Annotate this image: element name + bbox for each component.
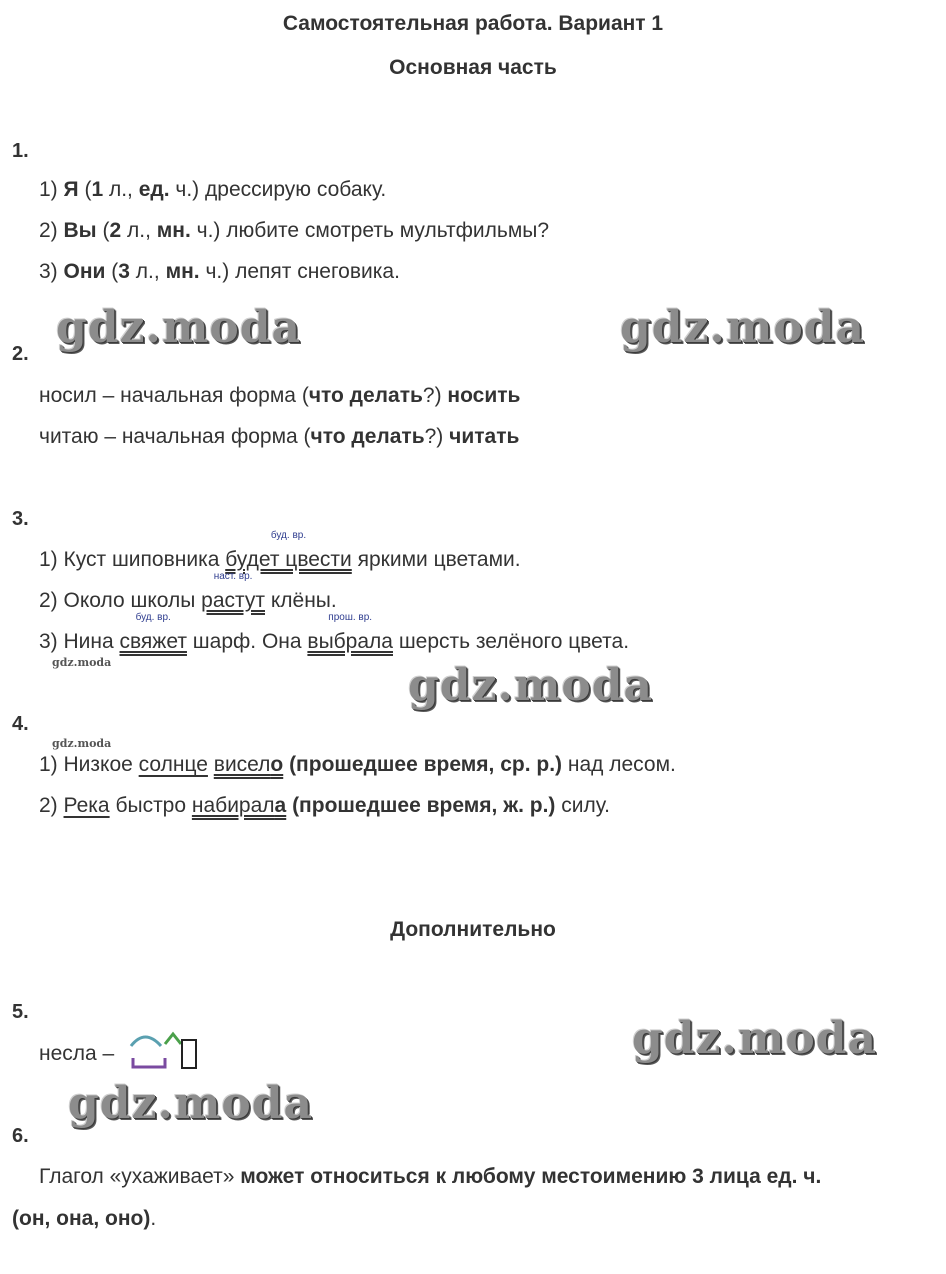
task2-line-2: читаю – начальная форма (что делать?) читать [39,425,520,448]
task1-line-1: 1) Я (1 л., ед. ч.) дрессирую собаку. [39,178,387,201]
task6-line-1: Глагол «ухаживает» может относиться к любому местоимению 3 лица ед. ч. [39,1165,822,1188]
watermark-small: gdz.moda [52,737,112,750]
predicate: свяжет [119,630,187,653]
task-number-2: 2. [12,343,29,365]
watermark-small: gdz.moda [52,656,112,669]
task6-line-2: (он, она, оно). [12,1207,157,1230]
ending-box-icon [182,1040,196,1068]
section-title-main: Основная часть [389,56,557,79]
subject: солнце [138,753,208,776]
task3-line-3: 3) Нина буд. вр. свяжет шарф. Она прош. вр. выбрала шерсть зелёного цвета. [39,612,630,653]
tense-annotation: буд. вр. [270,530,307,541]
page-title: Самостоятельная работа. Вариант 1 [282,12,664,35]
task3-line-2: 2) Около школы наст. вр. растут клёны. [39,571,337,612]
section-title-extra: Дополнительно [390,918,556,941]
tense-annotation: наст. вр. [213,571,253,582]
watermark-logo: gdz.moda [56,302,302,353]
task1-line-2: 2) Вы (2 л., мн. ч.) любите смотреть мультфильмы? [39,219,550,242]
watermark-logo: gdz.moda [68,1078,314,1129]
subject: Река [63,794,110,817]
task3-line-1: 1) Куст шиповника буд. вр. будет цвести яркими цветами. [39,530,521,571]
task4-line-2: 2) Река быстро набирала (прошедшее время, ж. р.) силу. [39,794,610,817]
task-number-5: 5. [12,1001,29,1023]
suffix-icon [165,1034,181,1044]
predicate: растут [201,589,265,612]
tense-annotation: буд. вр. [135,612,171,623]
morpheme-scheme-icon [127,1030,202,1072]
root-arc-icon [131,1037,161,1046]
task-number-6: 6. [12,1125,29,1147]
task-number-3: 3. [12,508,29,530]
watermark-logo: gdz.moda [620,302,866,353]
watermark-logo: gdz.moda [632,1013,878,1064]
ending-bracket-icon [133,1058,165,1067]
task-number-4: 4. [12,713,29,735]
task5-word: несла – [39,1042,115,1065]
predicate: выбрала [307,630,393,653]
predicate: будет цвести [225,548,352,571]
task2-line-1: носил – начальная форма (что делать?) носить [39,384,521,407]
task-number-1: 1. [12,140,29,162]
watermark-logo: gdz.moda [408,660,654,711]
task4-line-1: 1) Низкое солнце висело (прошедшее время, ср. р.) над лесом. [39,753,676,776]
task1-line-3: 3) Они (3 л., мн. ч.) лепят снеговика. [39,260,400,283]
tense-annotation: прош. вр. [328,612,373,623]
predicate: висело [213,753,284,776]
predicate: набирала [191,794,287,817]
